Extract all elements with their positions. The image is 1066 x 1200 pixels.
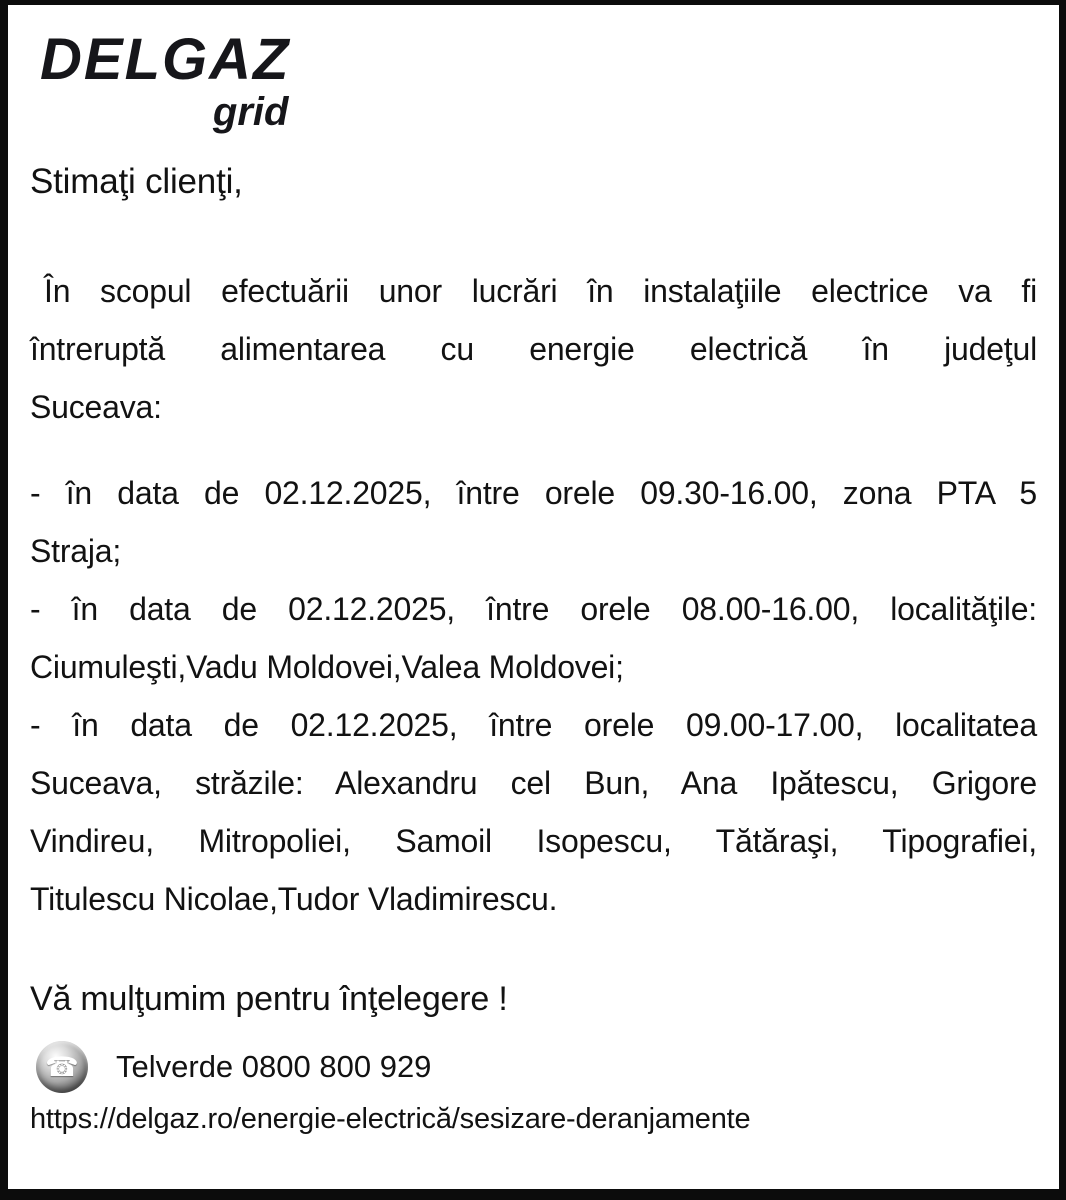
intro-line-3: Suceava:: [30, 389, 162, 425]
outage-line-7: Vindireu, Mitropoliei, Samoil Isopescu, Tătăraşi, Tipografiei,: [30, 823, 1037, 859]
outage-line-1: - în data de 02.12.2025, între orele 09.30-16.00, zona PTA 5: [30, 475, 1037, 511]
outage-line-2: Straja;: [30, 533, 122, 569]
greeting-text: Stimaţi clienţi,: [30, 162, 243, 201]
delgaz-logo: [40, 27, 291, 134]
intro-line-2: întreruptă alimentarea cu energie electrică în judeţul: [30, 331, 1037, 367]
phone-row: [30, 1041, 1037, 1093]
outage-list: [30, 464, 1037, 928]
outage-line-8: Titulescu Nicolae,Tudor Vladimirescu.: [30, 881, 558, 917]
thanks-text: Vă mulţumim pentru înţelegere !: [30, 980, 508, 1018]
outage-line-5: - în data de 02.12.2025, între orele 09.00-17.00, localitatea: [30, 707, 1037, 743]
outage-line-4: Ciumuleşti,Vadu Moldovei,Valea Moldovei;: [30, 649, 624, 685]
telverde-label: Telverde 0800 800 929: [116, 1049, 432, 1084]
intro-line-1: În scopul efectuării unor lucrări în instalaţiile electrice va fi: [44, 273, 1037, 309]
outage-line-3: - în data de 02.12.2025, între orele 08.00-16.00, localităţile:: [30, 591, 1037, 627]
intro-paragraph: [30, 262, 1037, 436]
telephone-glyph: ☎: [45, 1051, 79, 1082]
contact-url: https://delgaz.ro/energie-electrică/sesizare-deranjamente: [30, 1103, 751, 1135]
outage-line-6: Suceava, străzile: Alexandru cel Bun, Ana Ipătescu, Grigore: [30, 765, 1037, 801]
telephone-icon: [36, 1041, 88, 1093]
footer: [30, 1041, 1037, 1136]
logo-brand-text: DELGAZ: [40, 27, 291, 92]
logo-grid-text: grid: [212, 90, 289, 134]
